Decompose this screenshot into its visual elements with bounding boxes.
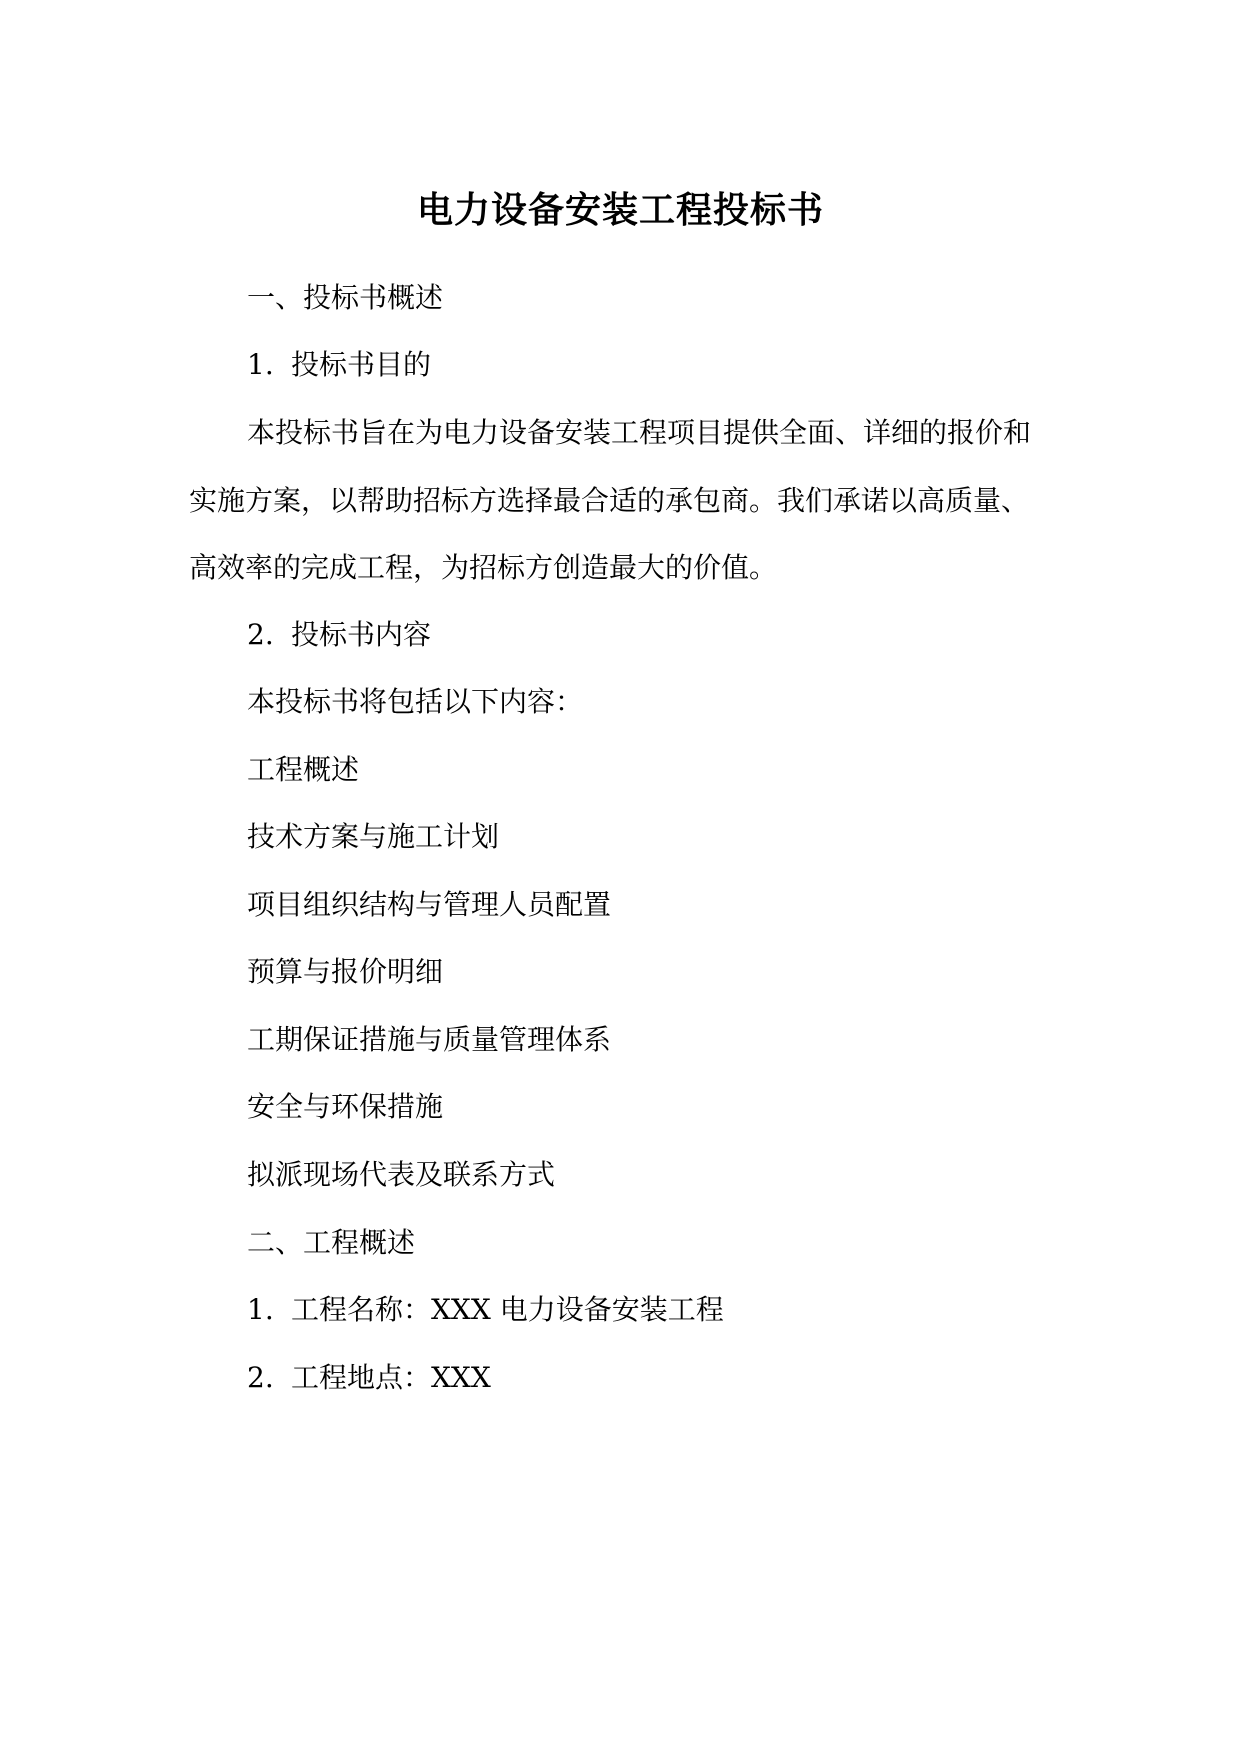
subsection-1-2-heading xyxy=(247,615,431,655)
project-name-line: 工程名称：XXX 电力设备安装工程 xyxy=(291,1293,724,1326)
contents-list-item: 工程概述 xyxy=(247,753,360,786)
section-1-heading: 一、投标书概述 xyxy=(247,281,444,314)
contents-list-item: 拟派现场代表及联系方式 xyxy=(247,1158,556,1191)
contents-list-item: 工期保证措施与质量管理体系 xyxy=(247,1023,612,1056)
paragraph-line-3: 高效率的完成工程，为招标方创造最大的价值。 xyxy=(189,551,778,584)
subsection-2-2 xyxy=(247,1358,491,1398)
subsection-1-1-title: 投标书目的 xyxy=(291,348,432,381)
contents-intro: 本投标书将包括以下内容： xyxy=(247,685,584,718)
subsection-1-2-number: 2. xyxy=(247,618,274,651)
contents-list-item: 技术方案与施工计划 xyxy=(247,820,500,853)
subsection-1-1-heading xyxy=(247,345,431,385)
subsection-1-1-number: 1. xyxy=(247,348,274,381)
project-location-line: 工程地点：XXX xyxy=(291,1361,491,1394)
paragraph-line-2: 实施方案，以帮助招标方选择最合适的承包商。我们承诺以高质量、 xyxy=(189,484,1030,517)
subsection-1-2-title: 投标书内容 xyxy=(291,618,432,651)
subsection-2-2-number: 2. xyxy=(247,1361,274,1394)
document-title: 电力设备安装工程投标书 xyxy=(416,189,824,231)
section-2-heading: 二、工程概述 xyxy=(247,1226,416,1259)
subsection-2-1-number: 1. xyxy=(247,1293,274,1326)
subsection-2-1 xyxy=(247,1290,724,1330)
contents-list-item: 安全与环保措施 xyxy=(247,1090,444,1123)
contents-list-item: 项目组织结构与管理人员配置 xyxy=(247,888,612,921)
contents-list-item: 预算与报价明细 xyxy=(247,955,444,988)
paragraph-line-1: 本投标书旨在为电力设备安装工程项目提供全面、详细的报价和 xyxy=(247,416,1032,449)
